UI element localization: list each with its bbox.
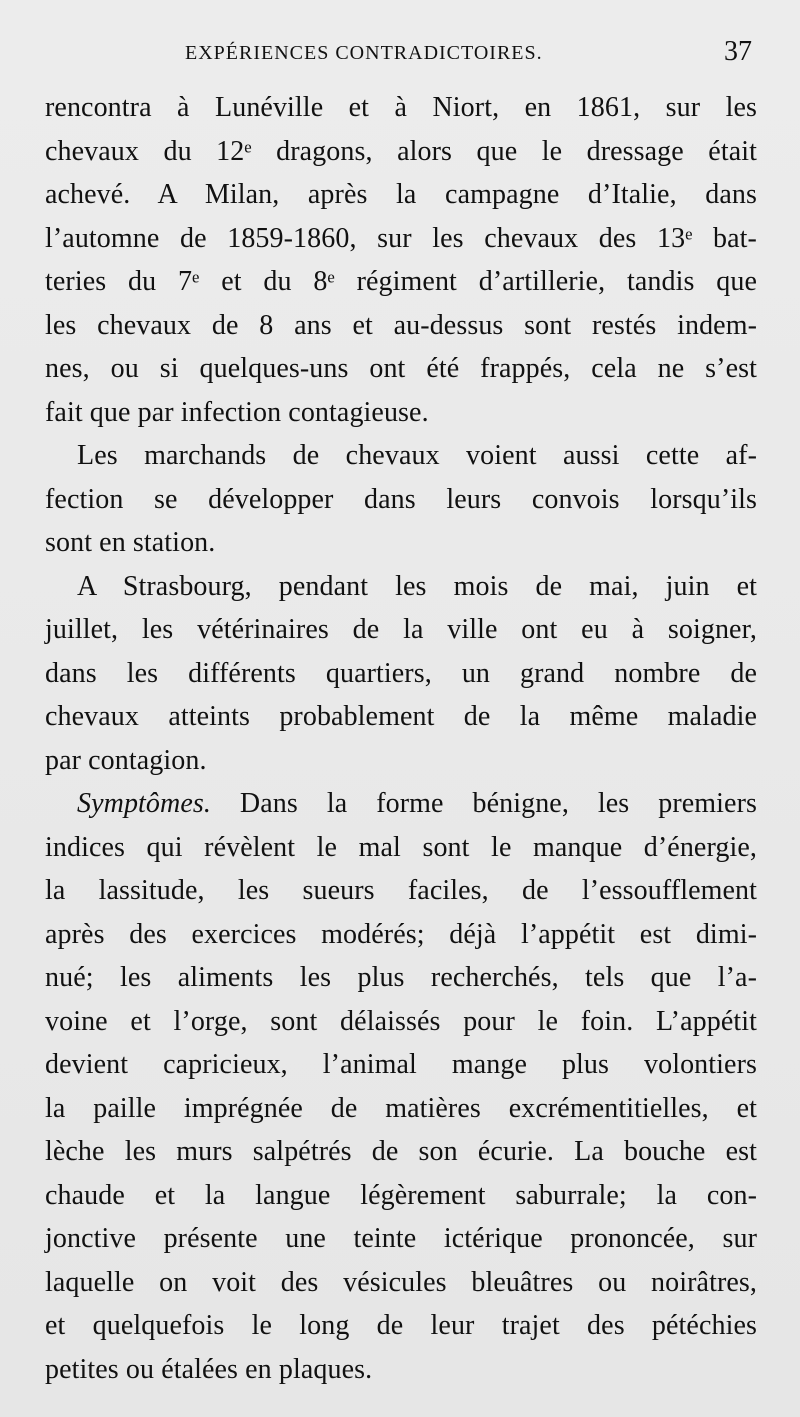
line-text: petites ou étalées en plaques.	[45, 1353, 373, 1385]
line-text: après des exercices modérés; déjà l’appétit est dimi-	[45, 918, 757, 950]
line-text: lèche les murs salpétrés de son écurie. La bouche est	[45, 1136, 757, 1167]
line-text: par contagion.	[45, 744, 207, 776]
text-line-content	[45, 1348, 372, 1392]
text-line-content	[45, 86, 757, 130]
text-line	[45, 869, 757, 913]
text-line-content	[45, 652, 757, 696]
text-line	[45, 739, 757, 783]
text-line-content	[77, 434, 757, 478]
line-text: et quelquefois le long de leur trajet des pétéchies	[45, 1310, 757, 1341]
text-line-content	[77, 565, 757, 609]
text-line	[45, 130, 757, 174]
text-line	[45, 304, 757, 348]
text-line	[45, 1130, 757, 1174]
text-line-content	[45, 826, 757, 870]
line-text: sont en station.	[45, 527, 216, 558]
text-line-content	[45, 1000, 757, 1044]
text-line-content	[45, 956, 757, 1000]
line-text: la lassitude, les sueurs faciles, de l’essoufflement	[45, 875, 757, 906]
text-line-content	[45, 1174, 757, 1218]
line-text: Les marchands de chevaux voient aussi cette af-	[77, 440, 757, 471]
line-text: chaude et la langue légèrement saburrale; la con-	[45, 1179, 757, 1211]
text-line-content	[45, 913, 757, 957]
text-line	[45, 217, 757, 261]
text-line	[45, 695, 757, 739]
text-line	[45, 608, 757, 652]
text-line	[45, 1261, 757, 1305]
line-text: chevaux du 12ᵉ dragons, alors que le dressage était	[45, 135, 757, 167]
text-line-content	[45, 260, 757, 304]
line-text: devient capricieux, l’animal mange plus volontiers	[45, 1049, 757, 1080]
page-header	[45, 36, 752, 76]
text-line	[45, 956, 757, 1000]
text-line	[45, 478, 757, 522]
line-text: rencontra à Lunéville et à Niort, en 1861, sur les	[45, 92, 757, 123]
line-text: chevaux atteints probablement de la même maladie	[45, 701, 757, 732]
text-line-content	[45, 608, 757, 652]
text-line	[45, 565, 757, 609]
text-line-content	[45, 869, 757, 913]
page-number: 37	[724, 36, 752, 67]
line-text: nes, ou si quelques-uns ont été frappés, cela ne s’est	[45, 353, 757, 384]
line-text: fait que par infection contagieuse.	[45, 396, 429, 428]
line-text: nué; les aliments les plus recherchés, tels que l’a-	[45, 962, 757, 993]
text-line-content	[45, 521, 215, 565]
section-heading: Symptômes.	[77, 788, 211, 819]
text-line-content	[45, 1304, 757, 1348]
line-text: la paille imprégnée de matières excrémentitielles, et	[45, 1092, 757, 1124]
text-line-content	[45, 173, 757, 217]
text-line-content	[45, 1130, 757, 1174]
text-line	[45, 1304, 757, 1348]
line-text: jonctive présente une teinte ictérique prononcée, sur	[45, 1223, 757, 1254]
text-line	[45, 347, 757, 391]
body-text	[45, 86, 757, 1391]
text-line-content	[45, 1043, 757, 1087]
text-line	[45, 173, 757, 217]
text-line-content	[45, 1261, 757, 1305]
line-text: laquelle on voit des vésicules bleuâtres ou noirâtres,	[45, 1266, 757, 1298]
text-line-content	[45, 391, 429, 435]
text-line	[45, 1217, 757, 1261]
text-line	[45, 826, 757, 870]
text-line	[45, 521, 757, 565]
text-line-content	[45, 1217, 757, 1261]
text-line	[45, 913, 757, 957]
line-text: A Strasbourg, pendant les mois de mai, juin et	[77, 570, 757, 602]
line-text: voine et l’orge, sont délaissés pour le foin. L’appétit	[45, 1005, 757, 1037]
text-line	[45, 652, 757, 696]
line-text: indices qui révèlent le mal sont le manque d’énergie,	[45, 831, 757, 863]
text-line	[45, 434, 757, 478]
text-line-content	[45, 130, 757, 174]
line-text: les chevaux de 8 ans et au-dessus sont restés indem-	[45, 309, 757, 341]
line-text: Dans la forme bénigne, les premiers	[210, 788, 757, 819]
text-line-content	[45, 304, 757, 348]
text-line	[45, 1348, 757, 1392]
line-text: l’automne de 1859-1860, sur les chevaux des 13ᵉ bat-	[45, 222, 757, 254]
text-line-content	[45, 1087, 757, 1131]
text-line	[45, 260, 757, 304]
text-line-content	[45, 695, 757, 739]
text-line	[45, 1174, 757, 1218]
line-text: fection se développer dans leurs convois lorsqu’ils	[45, 483, 757, 515]
text-line	[45, 1000, 757, 1044]
text-line-content	[45, 478, 757, 522]
line-text: dans les différents quartiers, un grand nombre de	[45, 657, 757, 689]
text-line-content	[45, 739, 207, 783]
text-line-content	[45, 217, 757, 261]
text-line	[45, 782, 757, 826]
text-line-content	[77, 782, 757, 826]
line-text: teries du 7ᵉ et du 8ᵉ régiment d’artillerie, tandis que	[45, 266, 757, 297]
text-line	[45, 86, 757, 130]
text-line-content	[45, 347, 757, 391]
running-head: EXPÉRIENCES CONTRADICTOIRES.	[185, 42, 543, 64]
line-text: juillet, les vétérinaires de la ville ont eu à soigner,	[45, 614, 757, 645]
text-line	[45, 1043, 757, 1087]
line-text: achevé. A Milan, après la campagne d’Italie, dans	[45, 179, 757, 210]
text-line	[45, 1087, 757, 1131]
text-line	[45, 391, 757, 435]
